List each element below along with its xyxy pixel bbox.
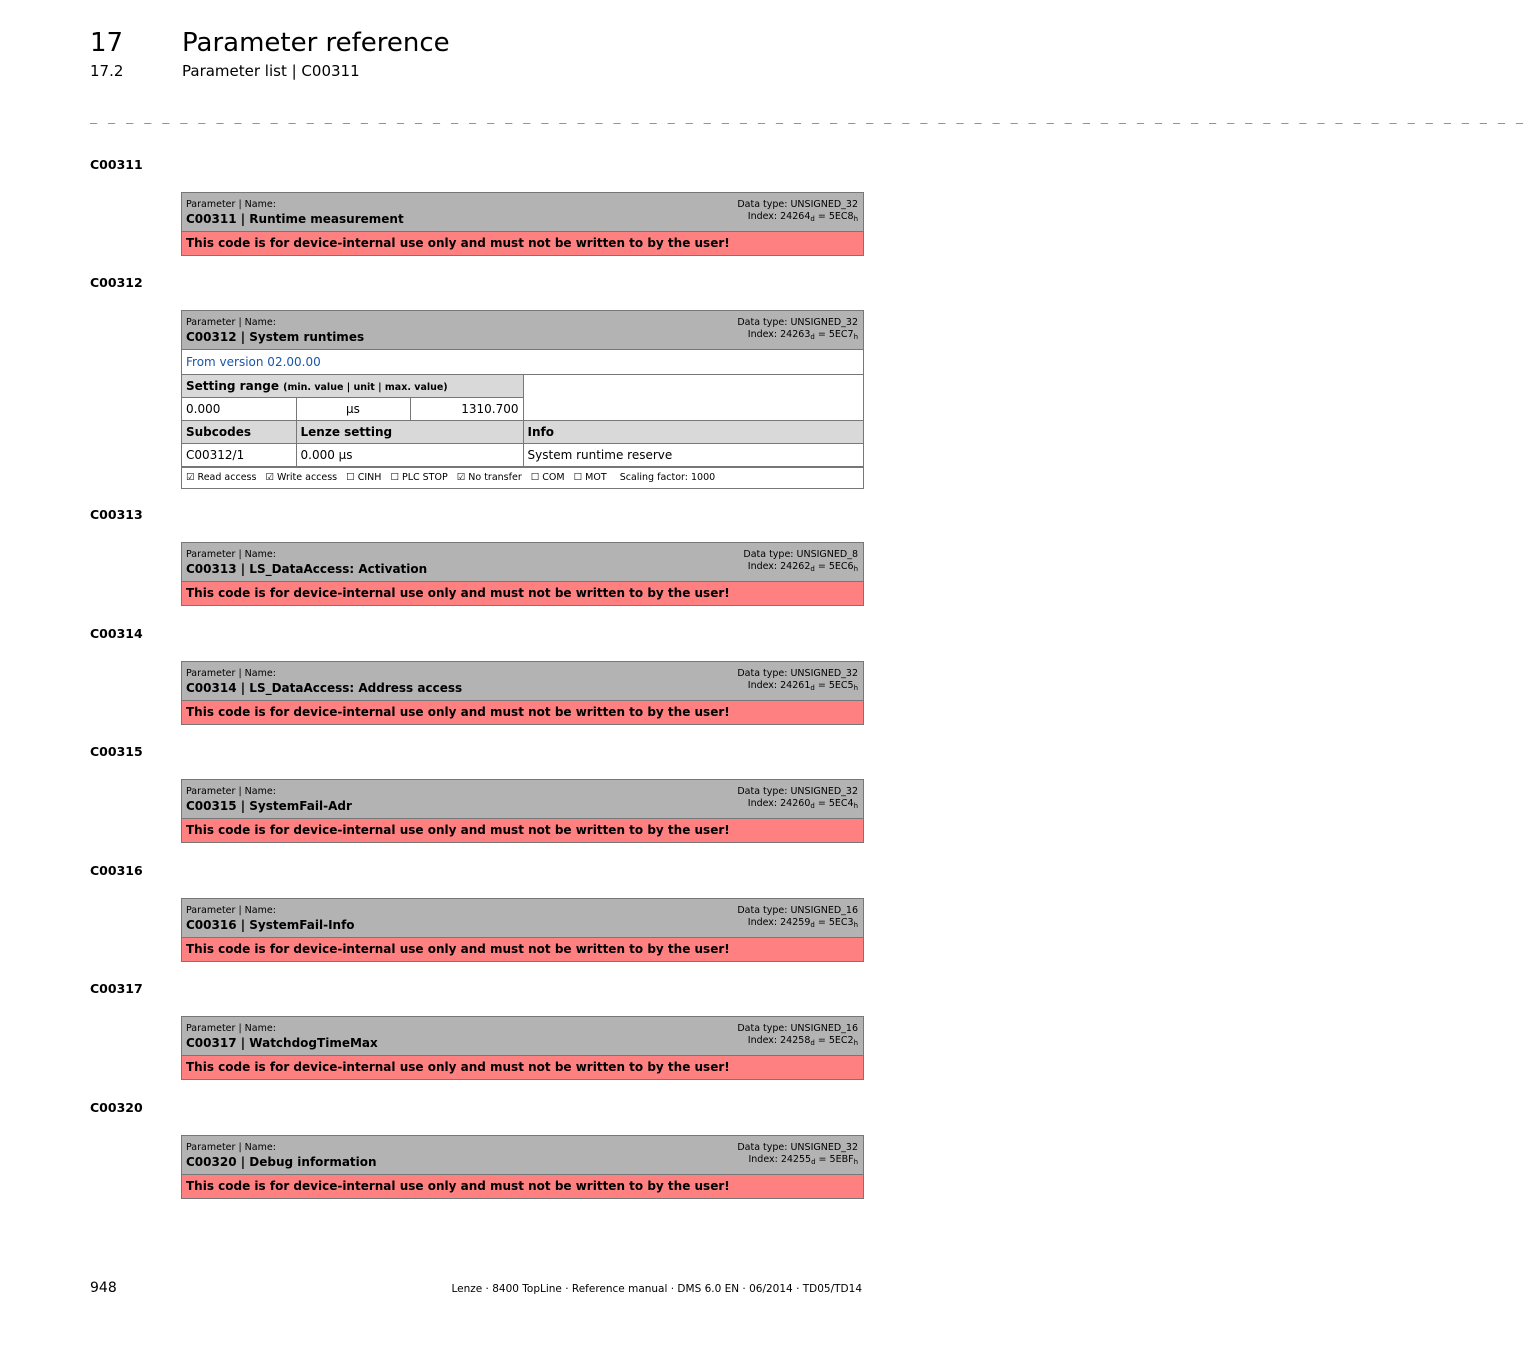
info-cell: System runtime reserve xyxy=(523,444,863,467)
data-type: Data type: UNSIGNED_32 xyxy=(737,786,858,797)
parameter-index: Index: $24262_d = 5EC6_h$ xyxy=(747,561,858,573)
parameter-header xyxy=(182,780,863,819)
parameter-name: C00316 | SystemFail-Info xyxy=(186,918,355,932)
data-type: Data type: UNSIGNED_16 xyxy=(737,905,858,916)
warning-message: This code is for device-internal use only and must not be written to by the user! xyxy=(182,819,863,842)
parameter-box xyxy=(181,1135,864,1199)
section-heading: C00312 xyxy=(90,275,143,290)
parameter-label: Parameter | Name: xyxy=(186,1023,276,1034)
parameter-name: C00312 | System runtimes xyxy=(186,330,365,344)
parameter-index: Index: $24259_d = 5EC3_h$ xyxy=(747,917,858,929)
parameter-header xyxy=(182,899,863,938)
parameter-name: C00315 | SystemFail-Adr xyxy=(186,799,352,813)
parameter-label: Parameter | Name: xyxy=(186,1142,276,1153)
access-flags xyxy=(182,467,863,488)
parameter-header xyxy=(182,1017,863,1056)
parameter-index: Index: $24263_d = 5EC7_h$ xyxy=(747,329,858,341)
parameter-box xyxy=(181,192,864,256)
empty-cell xyxy=(523,375,863,421)
warning-message: This code is for device-internal use only and must not be written to by the user! xyxy=(182,582,863,605)
parameter-label: Parameter | Name: xyxy=(186,905,276,916)
lenze-setting-cell: 0.000 µs xyxy=(296,444,523,467)
warning-message: This code is for device-internal use only and must not be written to by the user! xyxy=(182,701,863,724)
flag-com: ☐ COM xyxy=(530,472,565,483)
warning-message: This code is for device-internal use only and must not be written to by the user! xyxy=(182,938,863,961)
parameter-box xyxy=(181,310,864,489)
section-heading: C00317 xyxy=(90,981,143,996)
max-value: 1310.700 xyxy=(410,398,523,421)
parameter-box xyxy=(181,542,864,606)
parameter-label: Parameter | Name: xyxy=(186,668,276,679)
parameter-label: Parameter | Name: xyxy=(186,549,276,560)
parameter-box xyxy=(181,898,864,962)
flag-plc-stop: ☐ PLC STOP xyxy=(390,472,448,483)
scaling-factor: Scaling factor: 1000 xyxy=(619,472,716,483)
chapter-number: 17 xyxy=(90,28,124,58)
section-heading: C00314 xyxy=(90,626,143,641)
flag-no-transfer: ☑ No transfer xyxy=(456,472,522,483)
section-number: 17.2 xyxy=(90,62,124,80)
parameter-header xyxy=(182,543,863,582)
min-value: 0.000 xyxy=(182,398,296,421)
parameter-index: Index: $24264_d = 5EC8_h$ xyxy=(747,211,858,223)
parameter-label: Parameter | Name: xyxy=(186,199,276,210)
parameter-box xyxy=(181,661,864,725)
flag-cinh: ☐ CINH xyxy=(346,472,382,483)
parameter-label: Parameter | Name: xyxy=(186,786,276,797)
subcodes-header: Subcodes xyxy=(182,421,296,444)
parameter-header xyxy=(182,1136,863,1175)
lenze-setting-header: Lenze setting xyxy=(296,421,523,444)
section-heading: C00313 xyxy=(90,507,143,522)
parameter-label: Parameter | Name: xyxy=(186,317,276,328)
warning-message: This code is for device-internal use only and must not be written to by the user! xyxy=(182,1056,863,1079)
flag-read-access: ☑ Read access xyxy=(186,472,257,483)
data-type: Data type: UNSIGNED_32 xyxy=(737,199,858,210)
unit: µs xyxy=(296,398,410,421)
parameter-index: Index: $24255_d = 5EBF_h$ xyxy=(748,1154,858,1166)
parameter-name: C00314 | LS_DataAccess: Address access xyxy=(186,681,463,695)
parameter-index: Index: $24261_d = 5EC5_h$ xyxy=(747,680,858,692)
data-type: Data type: UNSIGNED_32 xyxy=(737,1142,858,1153)
parameter-name: C00320 | Debug information xyxy=(186,1155,377,1169)
parameter-header xyxy=(182,193,863,232)
section-title: Parameter list | C00311 xyxy=(182,62,360,80)
parameter-box xyxy=(181,1016,864,1080)
data-type: Data type: UNSIGNED_16 xyxy=(737,1023,858,1034)
flag-mot: ☐ MOT xyxy=(573,472,607,483)
parameter-header xyxy=(182,662,863,701)
parameter-name: C00311 | Runtime measurement xyxy=(186,212,404,226)
footer-text: Lenze · 8400 TopLine · Reference manual · DMS 6.0 EN · 06/2014 · TD05/TD14 xyxy=(451,1283,862,1295)
parameter-table xyxy=(182,375,863,467)
section-heading: C00316 xyxy=(90,863,143,878)
parameter-name: C00313 | LS_DataAccess: Activation xyxy=(186,562,428,576)
parameter-index: Index: $24258_d = 5EC2_h$ xyxy=(747,1035,858,1047)
version-note: From version 02.00.00 xyxy=(182,350,863,375)
section-heading: C00311 xyxy=(90,157,143,172)
parameter-box xyxy=(181,779,864,843)
flag-write-access: ☑ Write access xyxy=(265,472,338,483)
parameter-name: C00317 | WatchdogTimeMax xyxy=(186,1036,378,1050)
page-number: 948 xyxy=(90,1280,117,1296)
info-header: Info xyxy=(523,421,863,444)
header-divider: _ _ _ _ _ _ _ _ _ _ _ _ _ _ _ _ _ _ _ _ _ _ _ _ _ _ _ _ _ _ _ _ _ _ _ _ _ _ _ _ _ _ _ _ _ _ _ _ _ _ _ _ _ _ _ _ _ _ _ _ _ _ _ _ _ _ _ _ _ _ _ _ _ _ _ _ _ _ _ _ xyxy=(90,110,1525,124)
parameter-index: Index: $24260_d = 5EC4_h$ xyxy=(747,798,858,810)
warning-message: This code is for device-internal use only and must not be written to by the user! xyxy=(182,232,863,255)
warning-message: This code is for device-internal use only and must not be written to by the user! xyxy=(182,1175,863,1198)
parameter-header xyxy=(182,311,863,350)
subcode-cell: C00312/1 xyxy=(182,444,296,467)
data-type: Data type: UNSIGNED_32 xyxy=(737,668,858,679)
data-type: Data type: UNSIGNED_8 xyxy=(743,549,858,560)
chapter-title: Parameter reference xyxy=(182,28,450,58)
setting-range-header: Setting range (min. value | unit | max. value) xyxy=(182,375,523,398)
data-type: Data type: UNSIGNED_32 xyxy=(737,317,858,328)
section-heading: C00315 xyxy=(90,744,143,759)
section-heading: C00320 xyxy=(90,1100,143,1115)
